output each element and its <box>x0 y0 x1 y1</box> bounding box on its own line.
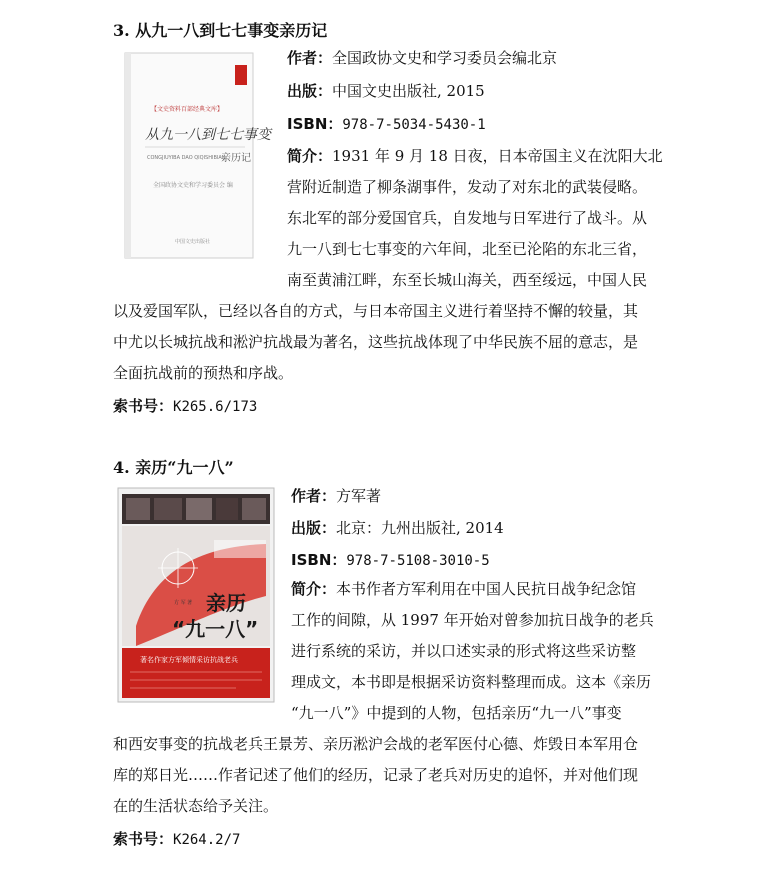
summary-line: 东北军的部分爱国官兵，自发地与日军进行了战斗。从 <box>287 209 648 227</box>
svg-text:从九一八到七七事变: 从九一八到七七事变 <box>145 127 271 143</box>
summary-line: 本书作者方军利用在中国人民抗日战争纪念馆 <box>336 580 637 598</box>
summary-line: 九一八到七七事变的六年间，北至已沦陷的东北三省， <box>287 240 648 258</box>
summary-line: 进行系统的采访，并以口述实录的形式将这些采访整 <box>291 642 637 660</box>
svg-text:中国文史出版社: 中国文史出版社 <box>175 239 211 245</box>
summary-line: 营附近制造了柳条湖事件，发动了对东北的武装侵略。 <box>287 178 648 196</box>
author-field <box>291 486 381 506</box>
callno-field <box>113 396 257 417</box>
svg-text:方 军 著: 方 军 著 <box>174 600 193 606</box>
svg-text:亲历: 亲历 <box>206 591 246 615</box>
author-label: 作者： <box>287 49 333 67</box>
summary-line: 库的郑日光……作者记述了他们的经历，记录了老兵对历史的追怀，并对他们现 <box>113 766 639 784</box>
publisher-field <box>287 81 485 101</box>
isbn-field <box>287 114 486 135</box>
author-label: 作者： <box>291 487 337 505</box>
summary-line: 工作的间隙，从 1997 年开始对曾参加抗日战争的老兵 <box>291 611 654 629</box>
callno-label: 索书号： <box>113 397 174 415</box>
svg-text:“九一八”: “九一八” <box>172 617 259 641</box>
author-value: 全国政协文史和学习委员会编北京 <box>332 49 558 67</box>
book-cover-image <box>113 47 275 263</box>
author-field <box>287 48 557 68</box>
publisher-label: 出版： <box>291 519 337 537</box>
book-cover-image <box>116 486 276 704</box>
callno-field <box>113 829 240 850</box>
summary-line: 1931 年 9 月 18 日夜，日本帝国主义在沈阳大北 <box>332 147 663 165</box>
callno-value: K265.6/173 <box>173 399 258 415</box>
summary-line: 以及爱国军队，已经以各自的方式，与日本帝国主义进行着坚持不懈的较量，其 <box>113 302 639 320</box>
summary-line: 在的生活状态给予关注。 <box>113 797 279 815</box>
isbn-value: 978-7-5108-3010-5 <box>346 553 490 569</box>
svg-text:全国政协文史和学习委员会 编: 全国政协文史和学习委员会 编 <box>153 182 233 189</box>
summary-line: 南至黄浦江畔，东至长城山海关，西至绥远，中国人民 <box>287 271 648 289</box>
callno-label: 索书号： <box>113 830 174 848</box>
summary-label: 简介： <box>287 147 333 165</box>
isbn-label: ISBN： <box>291 551 347 569</box>
summary-line: 和西安事变的抗战老兵王景芳、亲历淞沪会战的老军医付心德、炸毁日本军用仓 <box>113 735 639 753</box>
book-title: 3. 从九一八到七七事变亲历记 <box>113 21 328 40</box>
isbn-label: ISBN： <box>287 115 343 133</box>
svg-text:著名作家方军倾情采访抗战老兵: 著名作家方军倾情采访抗战老兵 <box>140 656 238 664</box>
callno-value: K264.2/7 <box>173 832 241 848</box>
isbn-field <box>291 550 490 571</box>
publisher-value: 中国文史出版社, 2015 <box>332 82 485 100</box>
svg-text:亲历记: 亲历记 <box>221 153 251 164</box>
publisher-field <box>291 518 504 538</box>
svg-text:CONGJIUYIBA DAO QIQISHIBIAN: CONGJIUYIBA DAO QIQISHIBIAN <box>147 155 226 161</box>
summary-field <box>287 146 663 166</box>
svg-text:【文史资料百部经典文库】: 【文史资料百部经典文库】 <box>151 106 224 113</box>
book-title: 4. 亲历“九一八” <box>113 458 234 477</box>
summary-label: 简介： <box>291 580 337 598</box>
summary-field <box>291 579 636 599</box>
summary-line: 中尤以长城抗战和淞沪抗战最为著名，这些抗战体现了中华民族不屈的意志，是 <box>113 333 639 351</box>
isbn-value: 978-7-5034-5430-1 <box>342 117 486 133</box>
author-value: 方军著 <box>336 487 382 505</box>
publisher-value: 北京：九州出版社, 2014 <box>336 519 504 537</box>
summary-line: 理成文，本书即是根据采访资料整理而成。这本《亲历 <box>291 673 652 691</box>
summary-line: “九一八”》中提到的人物，包括亲历“九一八”事变 <box>291 704 622 722</box>
publisher-label: 出版： <box>287 82 333 100</box>
summary-line: 全面抗战前的预热和序战。 <box>113 364 294 382</box>
